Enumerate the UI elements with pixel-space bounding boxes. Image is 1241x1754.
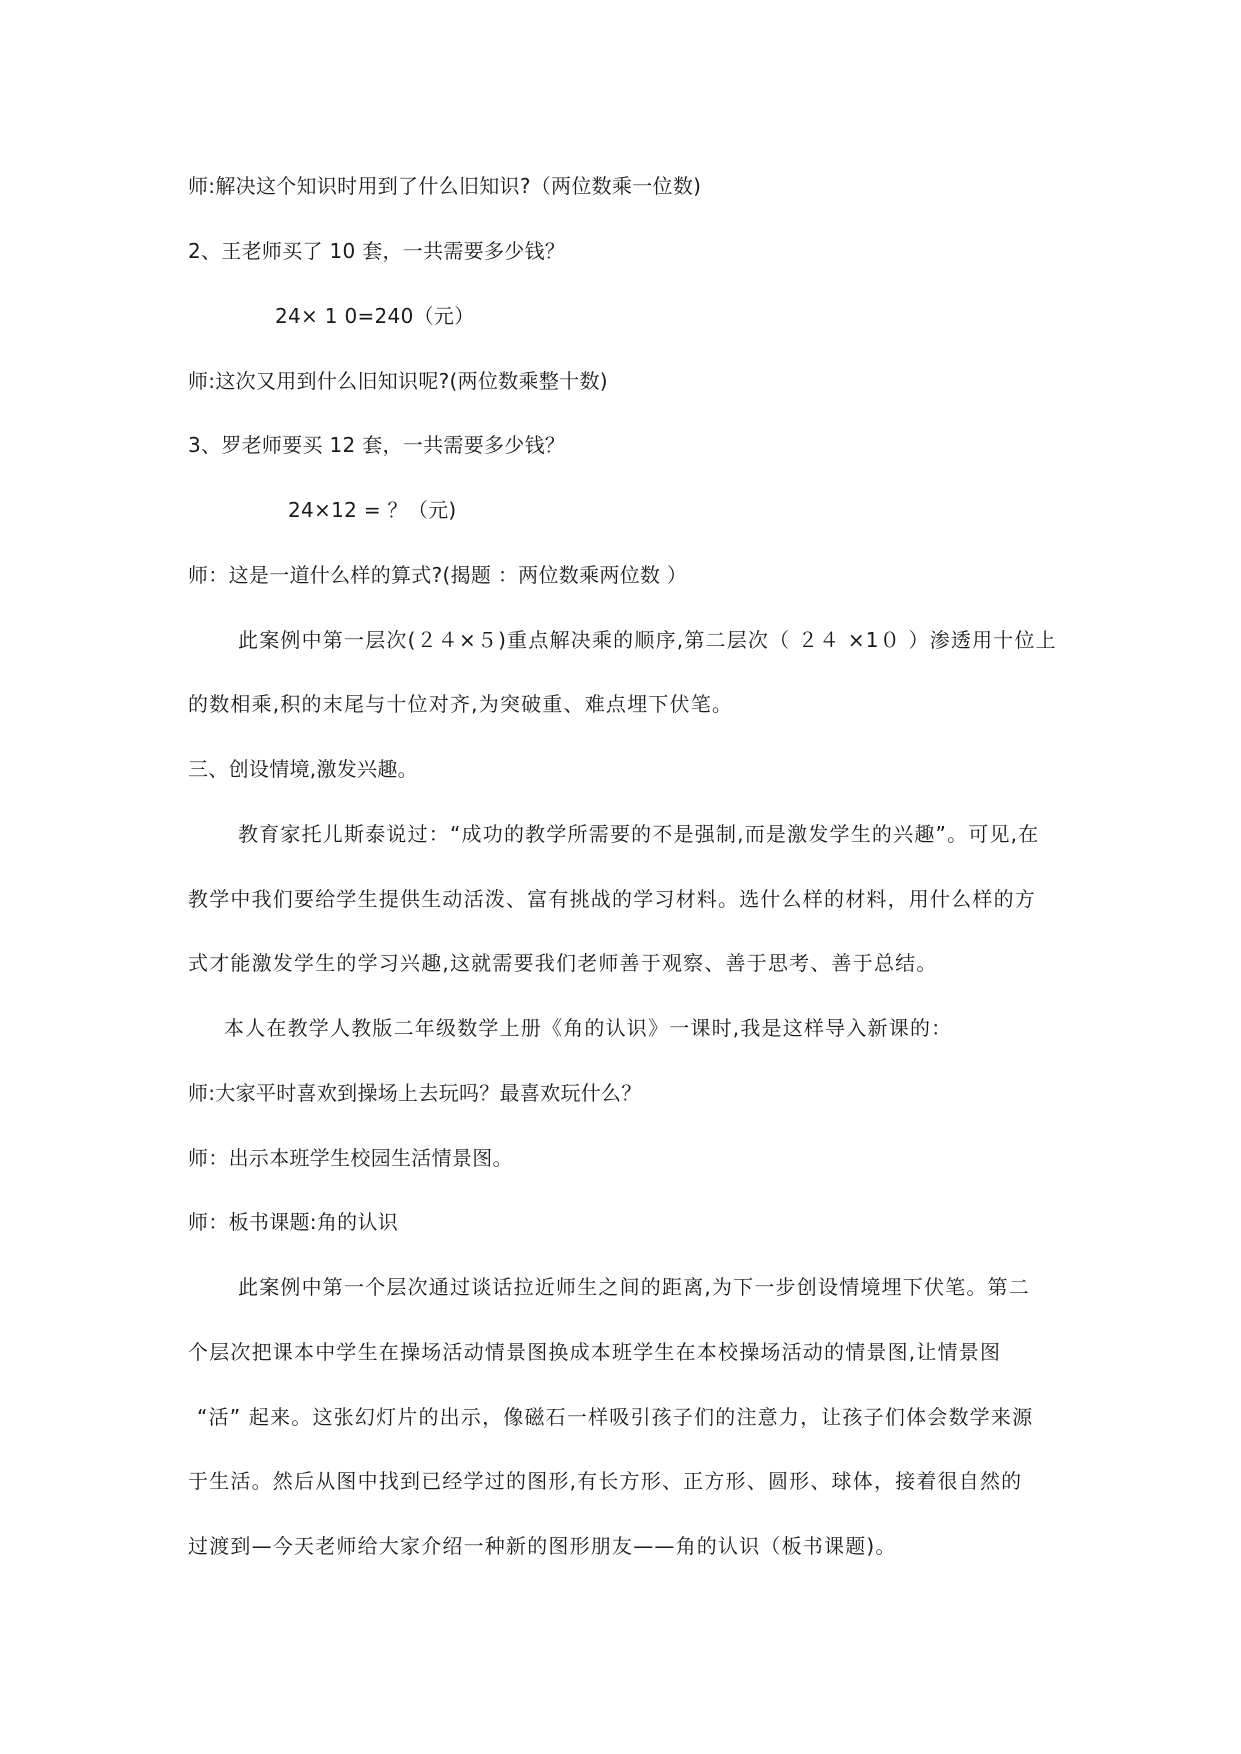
section-heading: 三、创设情境,激发兴趣。	[188, 757, 418, 781]
paragraph-line: 的数相乘,积的末尾与十位对齐,为突破重、难点埋下伏笔。	[188, 692, 734, 716]
paragraph-line: “活” 起来。这张幻灯片的出示，像磁石一样吸引孩子们的注意力，让孩子们体会数学来源	[197, 1405, 1034, 1429]
paragraph-line: 过渡到—今天老师给大家介绍一种新的图形朋友——角的认识（板书课题)。	[188, 1534, 897, 1558]
paragraph-line: 教学中我们要给学生提供生动活泼、富有挑战的学习材料。选什么样的材料，用什么样的方	[188, 887, 1036, 911]
text-line: 师：这是一道什么样的算式?(揭题 ：两位数乘两位数 ）	[188, 563, 688, 587]
text-line: 师:解决这个知识时用到了什么旧知识?（两位数乘一位数)	[188, 174, 702, 198]
paragraph-line: 式才能激发学生的学习兴趣,这就需要我们老师善于观察、善于思考、善于总结。	[188, 951, 938, 975]
equation-line: 24×12 = ？（元)	[288, 498, 457, 522]
text-line: 师:这次又用到什么旧知识呢?(两位数乘整十数)	[188, 369, 608, 393]
text-line: 师：出示本班学生校园生活情景图。	[188, 1146, 513, 1170]
paragraph-line: 本人在教学人教版二年级数学上册《角的认识》一课时,我是这样导入新课的：	[224, 1016, 953, 1040]
question-line: 2、王老师买了 10 套，一共需要多少钱？	[188, 239, 566, 263]
text-line: 师:大家平时喜欢到操场上去玩吗？最喜欢玩什么？	[188, 1081, 642, 1105]
text-line: 师：板书课题:角的认识	[188, 1210, 399, 1234]
paragraph-line: 于生活。然后从图中找到已经学过的图形,有长方形、正方形、圆形、球体，接着很自然的	[188, 1469, 1023, 1493]
paragraph-line: 此案例中第一层次(２４×５)重点解决乘的顺序,第二层次（ ２４ ×1０ ）渗透用十位上	[238, 628, 1057, 652]
paragraph-line: 此案例中第一个层次通过谈话拉近师生之间的距离,为下一步创设情境埋下伏笔。第二	[238, 1275, 1030, 1299]
equation-line: 24× 1 0=240（元）	[275, 304, 475, 328]
question-line: 3、罗老师要买 12 套，一共需要多少钱？	[188, 433, 566, 457]
paragraph-line: 教育家托儿斯泰说过：“成功的教学所需要的不是强制,而是激发学生的兴趣”。可见,在	[238, 822, 1040, 846]
paragraph-line: 个层次把课本中学生在操场活动情景图换成本班学生在本校操场活动的情景图,让情景图	[188, 1340, 1002, 1364]
